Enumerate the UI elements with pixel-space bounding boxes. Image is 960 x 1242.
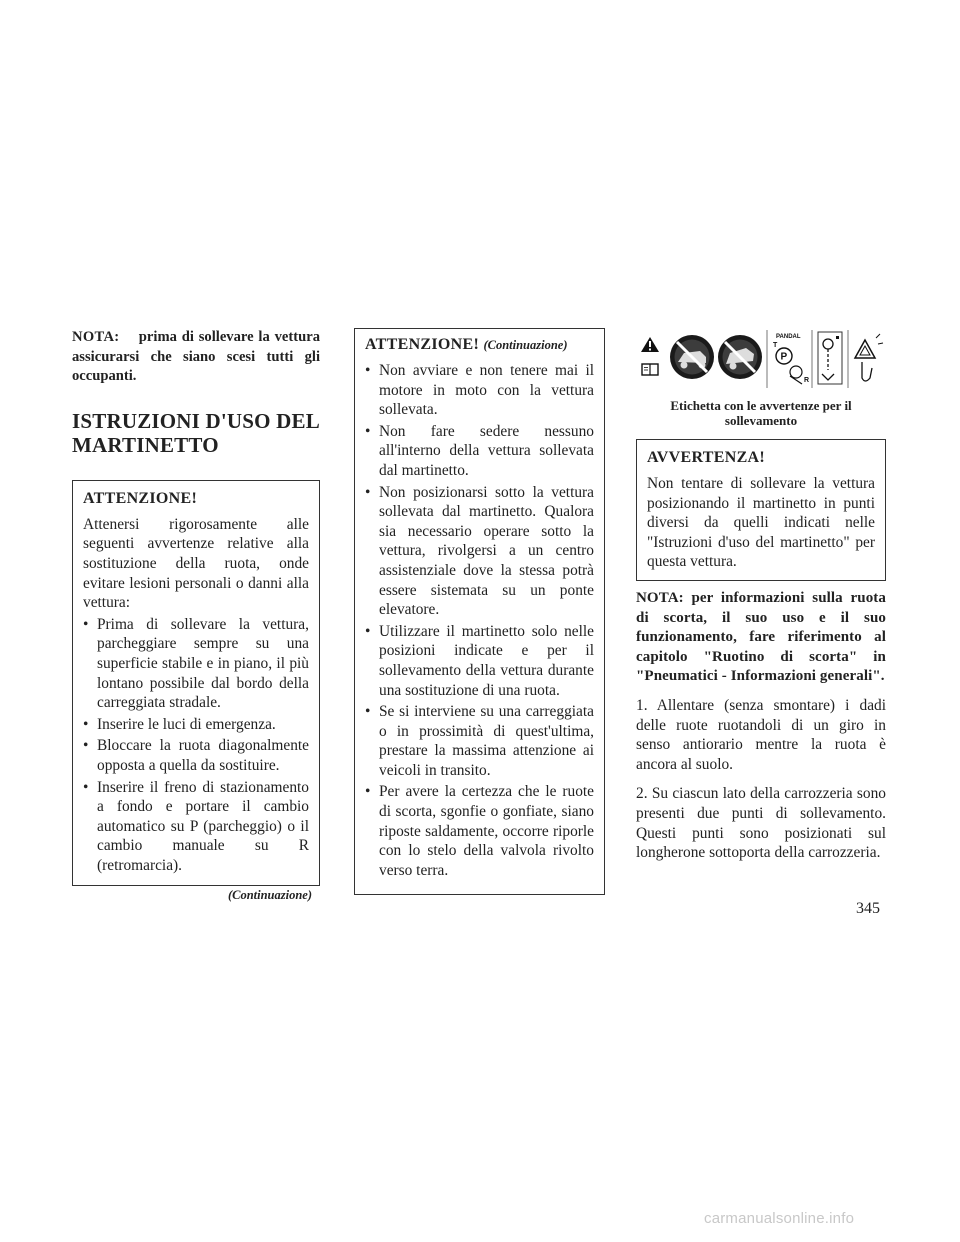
list-item: • Utilizzare il martinetto solo nelle posizioni indicate e per il sollevamento della vettura durante una sostituzione di una ruota. [365, 622, 594, 700]
notice-text: Non tentare di sollevare la vettura posizionando il martinetto in punti diversi da quelli indicati nelle "Istruzioni d'uso del martinetto" per questa vettura. [647, 475, 875, 571]
continued-label: (Continuazione) [483, 338, 568, 352]
label-caption [636, 398, 886, 428]
label-caption-line2: sollevamento [724, 413, 798, 428]
t-letter: T [773, 342, 778, 349]
jacking-label-graphic [636, 328, 886, 390]
warning-list [83, 615, 309, 876]
note-paragraph-2: NOTA: per informazioni sulla ruota di scorta, il suo uso e il suo funzionamento, fare riferimento al capitolo "Ruotino di scorta" in "Pneumatici - Informazioni generali". [636, 589, 886, 685]
column-right [636, 328, 886, 863]
watermark: carmanualsonline.info [704, 1210, 855, 1227]
notice-title: AVVERTENZA! [647, 449, 766, 466]
step-2: 2. Su ciascun lato della carrozzeria sono presenti due punti di sollevamento. Questi punti sono posizionati sul longherone sottoporta della carrozzeria. [636, 785, 886, 862]
warning-title: ATTENZIONE! [365, 336, 480, 353]
section-title-line2: MARTINETTO [72, 432, 219, 457]
section-title [72, 409, 320, 457]
park-brake-icon [773, 334, 809, 384]
warning-triangle-icon [641, 337, 659, 352]
pedal-text: PANDAL [776, 334, 801, 340]
r-letter: R [804, 377, 810, 384]
jacking-warning-label [636, 328, 886, 390]
notice-box [636, 439, 886, 581]
warning-title-row [365, 335, 594, 355]
manual-book-icon [642, 364, 658, 375]
no-car-on-jack-icon [718, 335, 762, 379]
list-item: • Non avviare e non tenere mai il motore in moto con la vettura sollevata. [365, 361, 594, 420]
list-item: • Inserire il freno di stazionamento a fondo e portare il cambio automatico su P (parcheggio) o il cambio manuale su R (retromarcia). [83, 778, 309, 876]
warning-title: ATTENZIONE! [83, 489, 198, 507]
list-item: • Inserire le luci di emergenza. [83, 715, 309, 735]
list-item: • Bloccare la ruota diagonalmente opposta a quella da sostituire. [83, 736, 309, 775]
note-text: prima di sollevare la vettura assicurarsi che siano scesi tutti gli occupanti. [72, 329, 320, 385]
list-item: • Se si interviene su una carreggiata o in prossimità di quest'ultima, prestare la massima attenzione ai veicoli in transito. [365, 702, 594, 780]
hazard-lights-icon [855, 334, 883, 381]
no-person-under-car-icon [670, 335, 714, 379]
column-middle [354, 328, 605, 895]
list-item: • Non fare sedere nessuno all'interno della vettura sollevata dal martinetto. [365, 422, 594, 481]
column-left [72, 328, 320, 903]
note-paragraph [72, 328, 320, 387]
section-title-line1: ISTRUZIONI D'USO DEL [72, 408, 320, 433]
continued-label: (Continuazione) [227, 888, 312, 903]
page-number: 345 [856, 900, 880, 917]
list-item: • Prima di sollevare la vettura, parcheggiare sempre su una superficie stabile e in piano, il più lontano possibile dal bordo della carreggiata stradale. [83, 615, 309, 713]
jack-position-icon [818, 332, 842, 384]
list-item: • Non posizionarsi sotto la vettura sollevata dal martinetto. Qualora sia necessario operare sotto la vettura, rivolgersi a un centro assistenziale dove la stessa potrà essere sistemata su un ponte elevatore. [365, 483, 594, 620]
warning-box [72, 480, 320, 887]
step-1: 1. Allentare (senza smontare) i dadi delle ruote ruotandoli di un giro in senso antiorario mentre la ruota è ancora al suolo. [636, 696, 886, 773]
warning-intro: Attenersi rigorosamente alle seguenti avvertenze relative alla sostituzione della ruota, onde evitare lesioni personali o danni alla vettura: [83, 515, 309, 612]
label-caption-line1: Etichetta con le avvertenze per il [670, 398, 852, 413]
note-label: NOTA: [72, 329, 120, 345]
warning-list [365, 361, 594, 880]
p-letter: P [780, 351, 788, 363]
list-item: • Per avere la certezza che le ruote di scorta, sgonfie o gonfiate, siano riposte saldamente, occorre riporle con lo stelo della valvola rivolto verso terra. [365, 782, 594, 880]
warning-box-continued [354, 328, 605, 895]
